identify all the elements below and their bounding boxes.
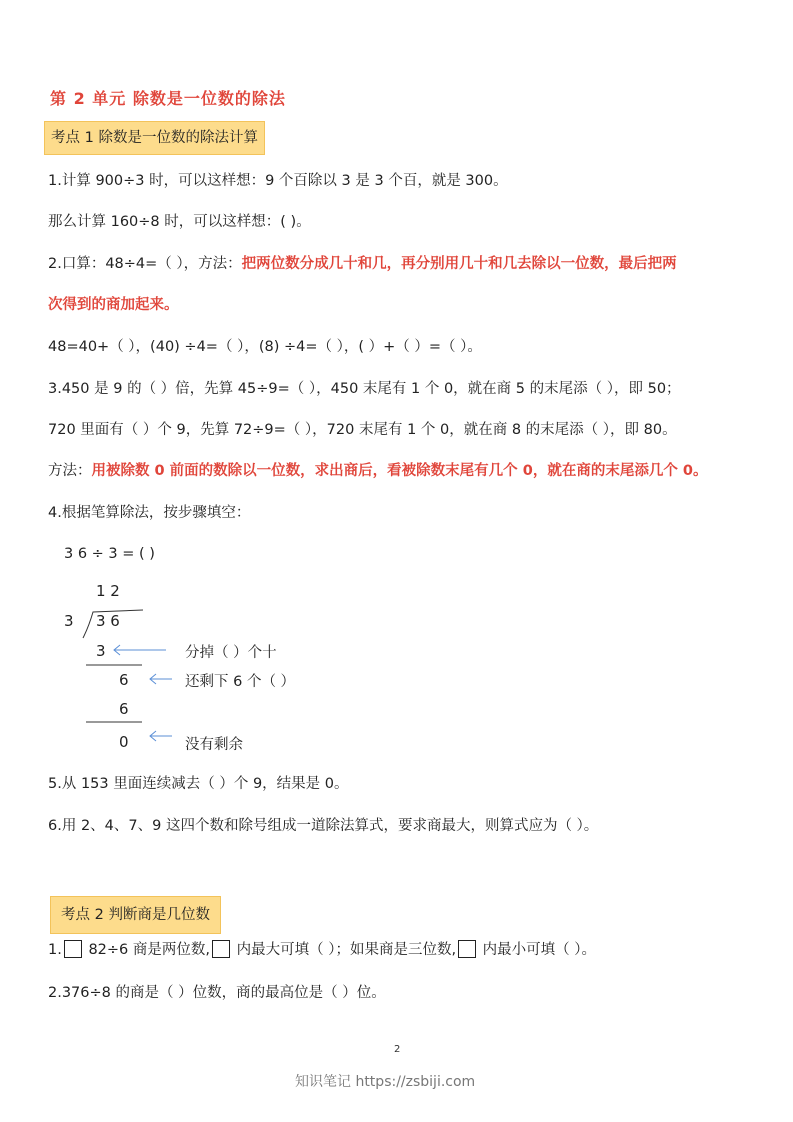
q4-title: 4.根据笔算除法，按步骤填空： (48, 505, 251, 521)
q3-method (48, 461, 707, 481)
division-divisor: 3 (64, 612, 74, 630)
q2-prefix: 2.口算：48÷4=（ ），方法： (48, 256, 242, 272)
q3-line2: 720 里面有（ ）个 9，先算 72÷9=（ ），720 末尾有 1 个 0，就在商 8 的末尾添（ ），即 80。 (48, 422, 677, 438)
topic-1-tag: 考点 1 除数是一位数的除法计算 (44, 121, 265, 155)
blank-box (64, 940, 82, 958)
blank-box (212, 940, 230, 958)
t2-q1-part1: 82÷6 商是两位数, (83, 942, 210, 958)
q3-method-label: 方法： (48, 463, 92, 479)
division-quotient: 1 2 (96, 582, 120, 600)
division-step3: 6 (119, 700, 129, 718)
arrow-left-icon (112, 643, 168, 657)
division-note-1: 分掉（ ）个十 (185, 645, 277, 661)
division-note-3: 没有剩余 (185, 737, 243, 753)
q5: 5.从 153 里面连续减去（ ）个 9，结果是 0。 (48, 776, 349, 792)
q3-line1: 3.450 是 9 的（ ）倍，先算 45÷9=（ ），450 末尾有 1 个 0，就在商 5 的末尾添（ ），即 50； (48, 381, 681, 397)
division-remainder: 0 (119, 733, 129, 751)
t2-q1-part3: 内最小可填（ ）。 (478, 942, 597, 958)
q2-method-a: 把两位数分成几十和几，再分别用几十和几去除以一位数，最后把两 (241, 256, 677, 272)
t2-q1 (48, 940, 596, 960)
division-bracket (80, 604, 150, 640)
t2-q1-part2: 内最大可填（ ）；如果商是三位数, (232, 942, 457, 958)
unit-title: 第 2 单元 除数是一位数的除法 (50, 89, 286, 108)
t2-q2: 2.376÷8 的商是（ ）位数，商的最高位是（ ）位。 (48, 985, 386, 1001)
arrow-left-icon (148, 672, 174, 686)
division-note-2: 还剩下 6 个（ ） (185, 674, 296, 690)
q4-expression: 3 6 ÷ 3 = ( ) (64, 546, 155, 562)
q6: 6.用 2、4、7、9 这四个数和除号组成一道除法算式，要求商最大，则算式应为（ ）。 (48, 818, 599, 834)
q2-method-b: 次得到的商加起来。 (48, 297, 179, 313)
t2-q1-prefix: 1. (48, 942, 62, 958)
division-step1: 3 (96, 642, 106, 660)
topic-2-tag: 考点 2 判断商是几位数 (50, 896, 221, 934)
division-line-1 (86, 663, 146, 667)
q1-line1: 1.计算 900÷3 时，可以这样想：9 个百除以 3 是 3 个百，就是 300。 (48, 173, 508, 189)
q2-line3: 48=40+（ ），(40) ÷4=（ ），(8) ÷4=（ ），( ）+（ ）=（ ）。 (48, 339, 482, 355)
page-number: 2 (394, 1044, 401, 1055)
division-line-2 (86, 720, 146, 724)
blank-box (458, 940, 476, 958)
q3-method-text: 用被除数 0 前面的数除以一位数，求出商后，看被除数末尾有几个 0，就在商的末尾添几个 0。 (91, 463, 708, 479)
footer: 知识笔记 https://zsbiji.com (295, 1074, 476, 1090)
q2-line1 (48, 254, 677, 274)
division-step2: 6 (119, 671, 129, 689)
arrow-left-icon (148, 729, 174, 743)
division-dividend: 3 6 (96, 612, 120, 630)
q1-line2: 那么计算 160÷8 时，可以这样想：( )。 (48, 214, 311, 230)
